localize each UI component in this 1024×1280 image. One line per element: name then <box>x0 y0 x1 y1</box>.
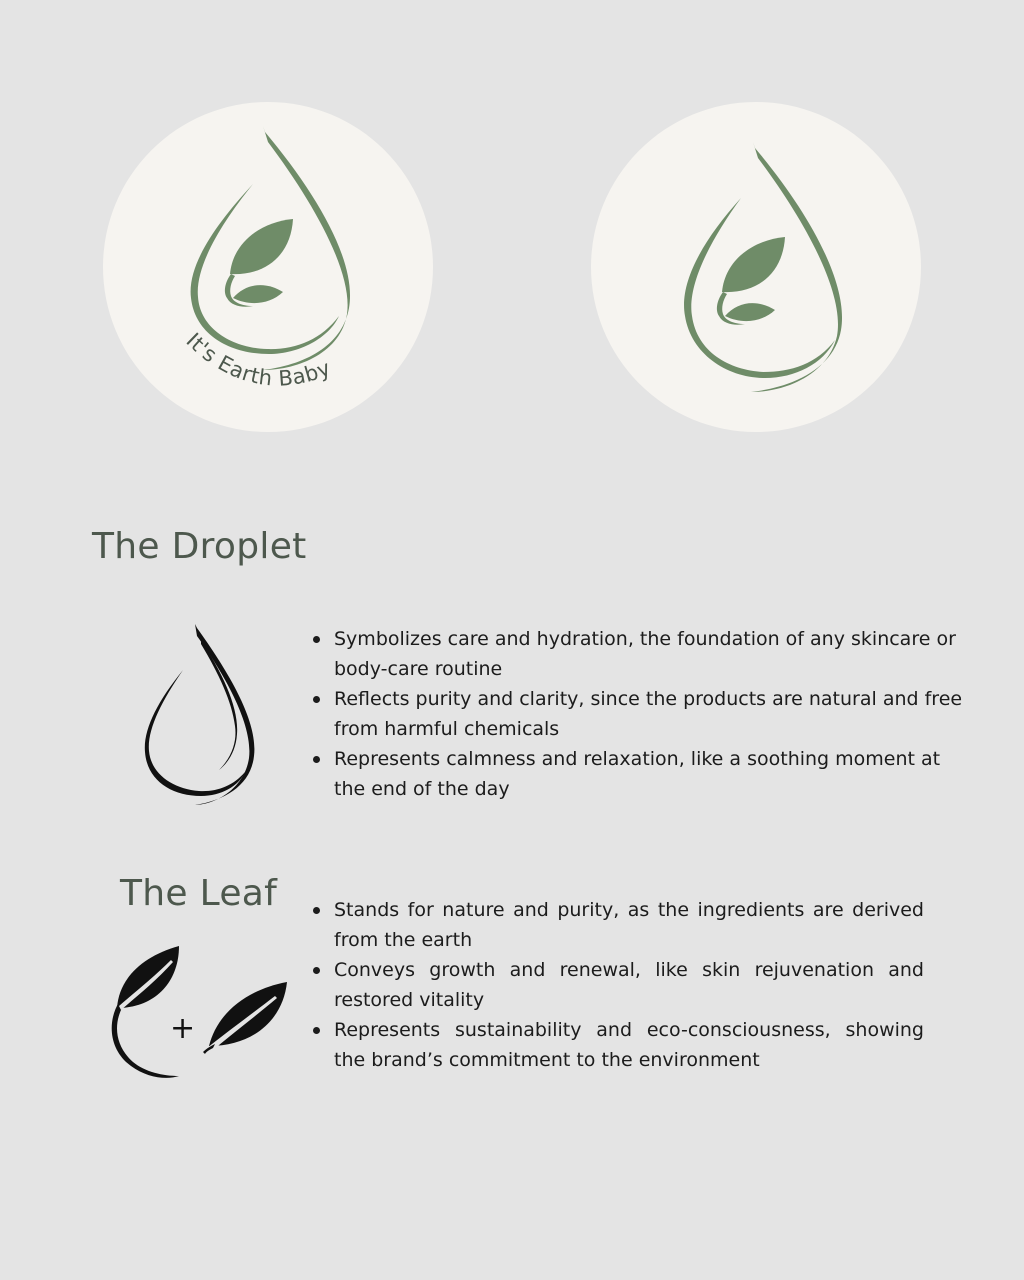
list-item: Represents sustainability and eco-consciousness, showing the brand’s commitment to the environment <box>312 1015 924 1075</box>
list-item: Stands for nature and purity, as the ingredients are derived from the earth <box>312 895 924 955</box>
leaf-bullet-list <box>312 895 924 1075</box>
logo-wordmark: It's Earth Baby <box>181 328 335 391</box>
list-item: Symbolizes care and hydration, the foundation of any skincare or body-care routine <box>312 624 977 684</box>
droplet-leaf-mark-icon <box>591 102 921 432</box>
logo-full-circle <box>103 102 433 432</box>
leaf-plus-leaf-icon <box>105 942 295 1086</box>
logo-mark-circle <box>591 102 921 432</box>
droplet-icon <box>135 622 260 811</box>
droplet-bullet-list <box>312 624 977 804</box>
droplet-leaf-logo-icon <box>103 102 433 432</box>
droplet-section-title: The Droplet <box>92 526 307 567</box>
list-item: Represents calmness and relaxation, like a soothing moment at the end of the day <box>312 744 977 804</box>
list-item: Conveys growth and renewal, like skin rejuvenation and restored vitality <box>312 955 924 1015</box>
svg-text:It's Earth Baby <box>182 328 335 390</box>
plus-sign: + <box>170 1011 196 1046</box>
list-item: Reflects purity and clarity, since the products are natural and free from harmful chemicals <box>312 684 977 744</box>
leaf-section-title: The Leaf <box>120 873 278 914</box>
